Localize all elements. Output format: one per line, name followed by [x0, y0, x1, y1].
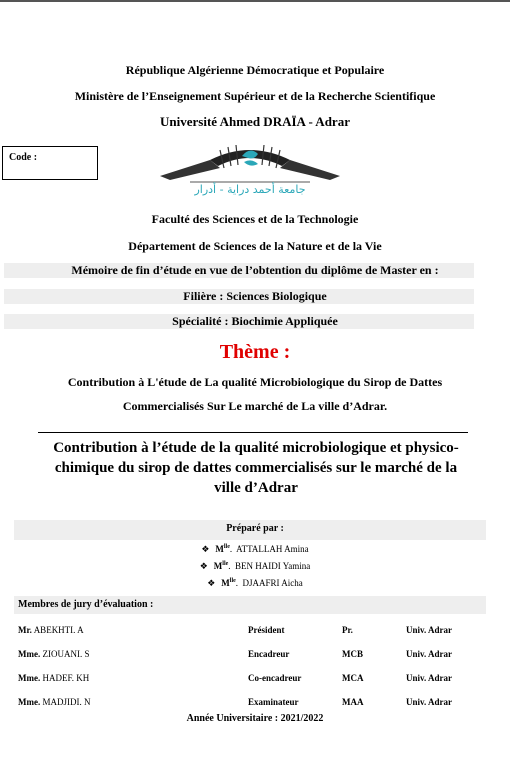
diamond-bullet-icon: ❖: [201, 544, 210, 554]
filiere-text: Filière : Sciences Biologique: [183, 289, 327, 303]
title-divider: [38, 432, 468, 433]
author-item: ❖ $M^{lle}$. DJAAFRI Aicha: [207, 578, 303, 588]
theme-subtitle-line1: Contribution à L'étude de La qualité Microbiologique du Sirop de Dattes: [67, 375, 443, 389]
memoire-text: Mémoire de fin d’étude en vue de l’obtention du diplôme de Master en :: [71, 263, 439, 277]
academic-year: Année Universitaire : 2021/2022: [186, 713, 324, 724]
theme-label: Thème :: [219, 341, 291, 363]
republic-heading: République Algérienne Démocratique et Populaire: [125, 63, 385, 77]
thesis-title: [38, 438, 474, 498]
university-heading: Université Ahmed DRAÏA - Adrar: [160, 114, 350, 129]
author-item: ❖ $M^{lle}$. BEN HAIDI Yamina: [199, 561, 311, 571]
department-heading: Département de Sciences de la Nature et de la Vie: [128, 239, 382, 253]
author-name: BEN HAIDI Yamina: [235, 561, 311, 571]
author-name: DJAAFRI Aicha: [242, 578, 303, 588]
diamond-bullet-icon: ❖: [199, 561, 208, 571]
author-name: ATTALLAH Amina: [236, 544, 309, 554]
theme-subtitle-line2: Commercialisés Sur Le marché de La ville d’Adrar.: [122, 399, 388, 413]
code-label: Code :: [9, 152, 38, 163]
diamond-bullet-icon: ❖: [207, 578, 216, 588]
ministry-heading: Ministère de l’Enseignement Supérieur et de la Recherche Scientifique: [74, 89, 436, 103]
jury-heading: Membres de jury d’évaluation :: [18, 599, 154, 610]
university-logo-icon: [150, 138, 350, 198]
thesis-title-line3: ville d’Adrar: [214, 480, 298, 496]
author-item: ❖ $M^{lle}$. ATTALLAH Amina: [201, 544, 309, 554]
top-border: [0, 0, 510, 2]
logo-arabic-text: جامعة أحمد دراية - أدرار: [194, 183, 306, 196]
code-box: [2, 146, 98, 180]
thesis-title-line2: chimique du sirop de dattes commercialisés sur le marché de la: [54, 460, 458, 476]
thesis-title-line1: Contribution à l’étude de la qualité microbiologique et physico-: [53, 440, 459, 456]
prepared-by-label: Préparé par :: [226, 523, 284, 534]
faculty-heading: Faculté des Sciences et de la Technologie: [151, 212, 359, 226]
specialite-text: Spécialité : Biochimie Appliquée: [172, 314, 338, 328]
